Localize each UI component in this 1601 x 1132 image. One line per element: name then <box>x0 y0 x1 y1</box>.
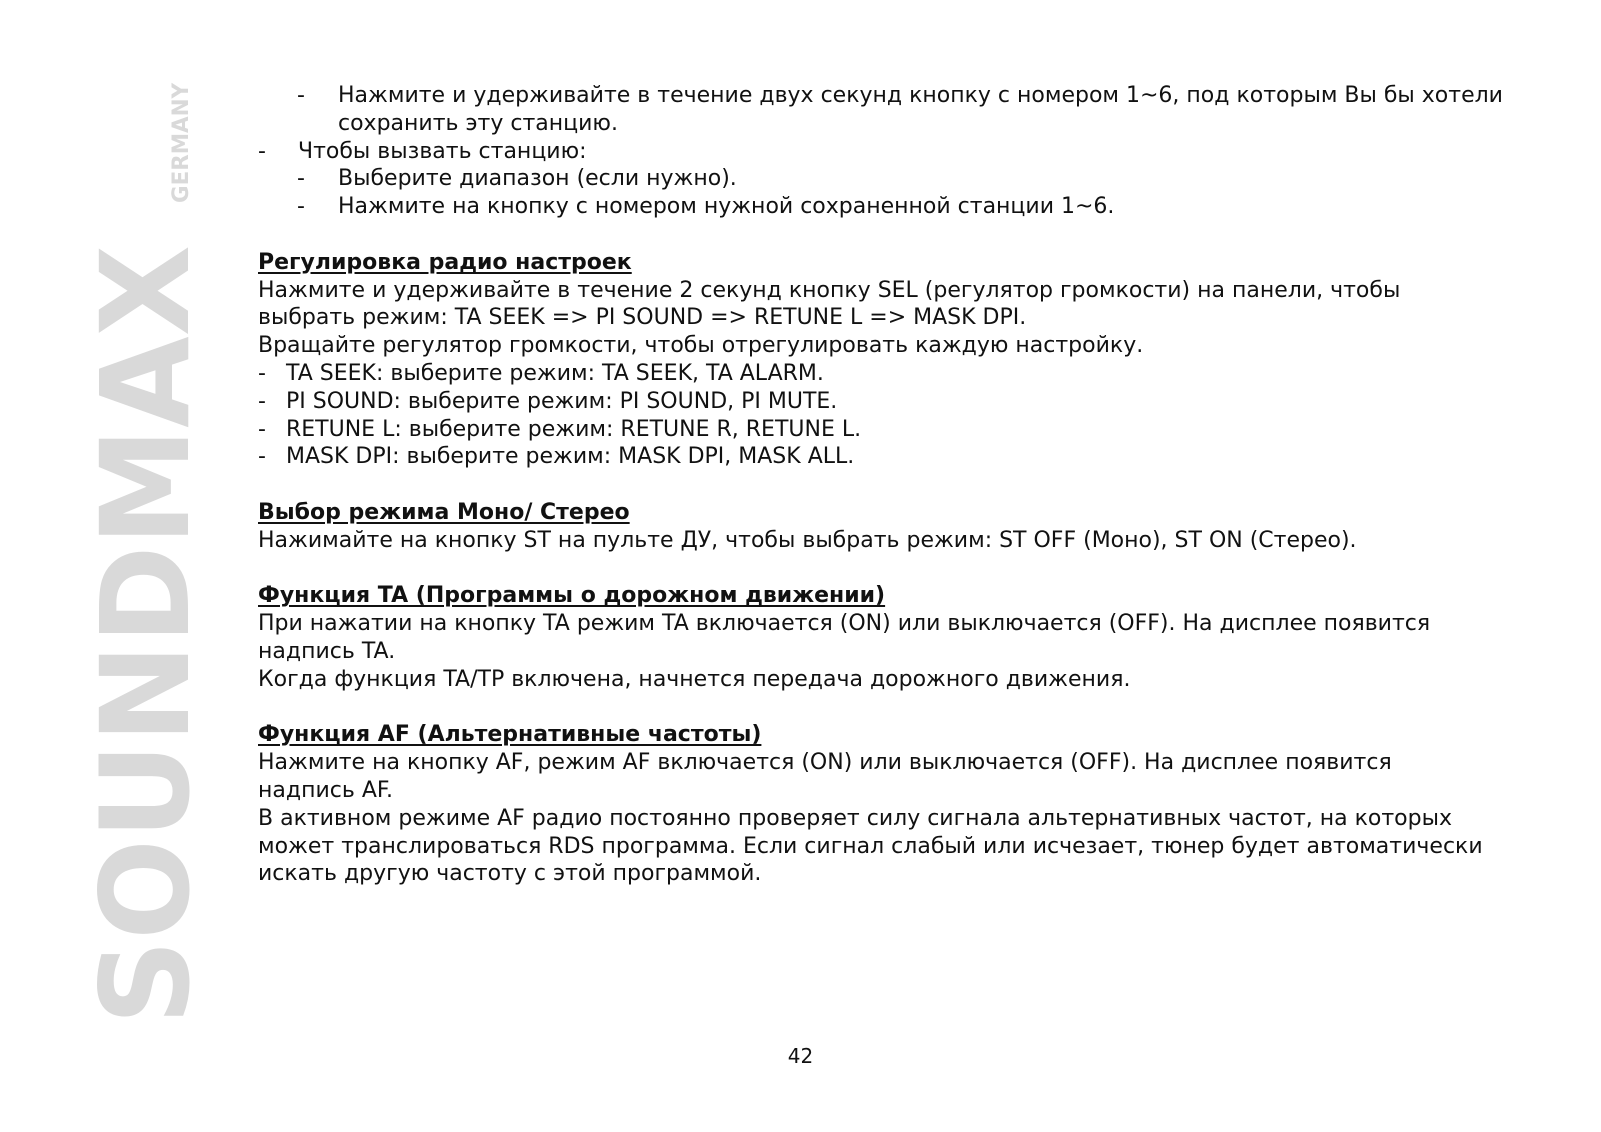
section-spacer <box>258 221 1548 249</box>
paragraph-line <box>258 304 1548 332</box>
paragraph-line <box>258 527 1548 555</box>
intro-line-text: Нажмите на кнопку с номером нужной сохраненной станции 1~6. <box>338 194 1115 220</box>
list-dash: - <box>258 360 266 386</box>
intro-line <box>258 165 1548 193</box>
intro-line <box>258 138 1548 166</box>
paragraph-line <box>258 416 1548 444</box>
intro-line-text: Чтобы вызвать станцию: <box>298 138 587 164</box>
paragraph-line <box>258 638 1548 666</box>
list-dash: - <box>297 194 305 220</box>
section-spacer <box>258 694 1548 722</box>
brand-logo <box>75 79 217 1025</box>
section-heading: Функция TA (Программы о дорожном движении) <box>258 583 886 609</box>
intro-line <box>258 193 1548 221</box>
paragraph-line <box>258 443 1548 471</box>
paragraph-text: TA SEEK: выберите режим: TA SEEK, TA ALARM. <box>286 360 824 386</box>
page-number: 42 <box>787 1044 814 1068</box>
paragraph-text: искать другую частоту с этой программой. <box>258 861 762 887</box>
list-dash: - <box>297 83 305 108</box>
list-dash: - <box>297 166 305 192</box>
paragraph-text: PI SOUND: выберите режим: PI SOUND, PI MUTE. <box>286 388 838 414</box>
page-content <box>258 82 1548 888</box>
section-heading: Функция AF (Альтернативные частоты) <box>258 722 762 748</box>
brand-logo-sub: GERMANY <box>169 79 194 203</box>
intro-line <box>258 82 1548 110</box>
paragraph-text: При нажатии на кнопку TA режим TA включается (ON) или выключается (OFF). На дисплее появится <box>258 611 1431 637</box>
intro-line-text: сохранить эту станцию. <box>338 110 618 136</box>
paragraph-text: MASK DPI: выберите режим: MASK DPI, MASK ALL. <box>286 444 855 470</box>
paragraph-line <box>258 777 1548 805</box>
brand-logo-wordmark <box>75 79 217 1025</box>
paragraph-line <box>258 610 1548 638</box>
paragraph-text: В активном режиме AF радио постоянно проверяет силу сигнала альтернативных частот, на которых <box>258 805 1452 831</box>
section-heading: Выбор режима Моно/ Стерео <box>258 499 630 525</box>
section-heading: Регулировка радио настроек <box>258 249 632 275</box>
list-dash: - <box>258 444 266 470</box>
list-dash: - <box>258 416 266 442</box>
section-spacer <box>258 471 1548 499</box>
paragraph-text: RETUNE L: выберите режим: RETUNE R, RETUNE L. <box>286 416 862 442</box>
paragraph-line <box>258 805 1548 833</box>
paragraph-line <box>258 277 1548 305</box>
paragraph-line <box>258 666 1548 694</box>
paragraph-text: Когда функция TA/TP включена, начнется передача дорожного движения. <box>258 666 1131 692</box>
paragraph-line <box>258 860 1548 888</box>
paragraph-text: может транслироваться RDS программа. Если сигнал слабый или исчезает, тюнер будет автоматически <box>258 833 1483 859</box>
paragraph-line <box>258 388 1548 416</box>
paragraph-text: Вращайте регулятор громкости, чтобы отрегулировать каждую настройку. <box>258 333 1144 359</box>
paragraph-line <box>258 833 1548 861</box>
paragraph-line <box>258 749 1548 777</box>
list-dash: - <box>258 138 266 164</box>
intro-line-text: Выберите диапазон (если нужно). <box>338 166 737 192</box>
brand-logo-name: SOUNDMAX <box>75 221 217 1025</box>
paragraph-text: надпись AF. <box>258 777 393 803</box>
intro-line <box>258 110 1548 138</box>
intro-line-text: Нажмите и удерживайте в течение двух секунд кнопку с номером 1~6, под которым Вы бы хотели <box>338 83 1503 108</box>
paragraph-text: Нажмите на кнопку AF, режим AF включается (ON) или выключается (OFF). На дисплее появится <box>258 750 1392 776</box>
paragraph-line <box>258 332 1548 360</box>
paragraph-text: Нажимайте на кнопку ST на пульте ДУ, чтобы выбрать режим: ST OFF (Моно), ST ON (Стерео). <box>258 527 1357 553</box>
list-dash: - <box>258 388 266 414</box>
paragraph-line <box>258 360 1548 388</box>
paragraph-text: надпись TA. <box>258 638 396 664</box>
paragraph-text: выбрать режим: TA SEEK => PI SOUND => RETUNE L => MASK DPI. <box>258 305 1027 331</box>
section-spacer <box>258 555 1548 583</box>
paragraph-text: Нажмите и удерживайте в течение 2 секунд кнопку SEL (регулятор громкости) на панели, чтобы <box>258 277 1401 303</box>
